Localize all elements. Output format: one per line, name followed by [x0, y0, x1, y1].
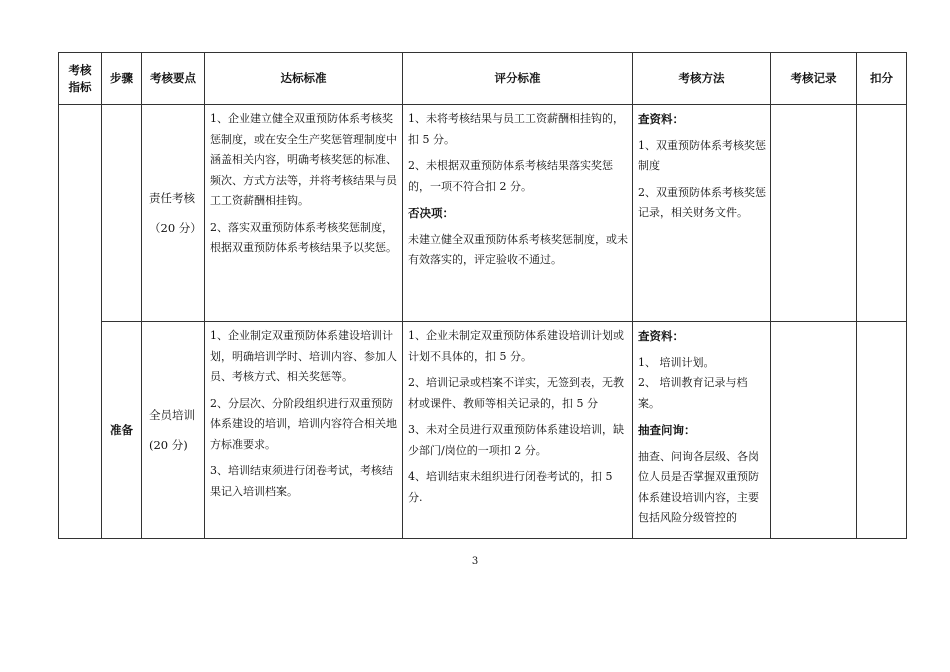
table-row: [59, 105, 907, 322]
assessment-table: [58, 52, 907, 539]
header-points: 考核要点: [142, 53, 205, 105]
standard-item: 3、培训结束须进行闭卷考试，考核结果记入培训档案。: [210, 464, 393, 498]
deduct-cell: [857, 322, 907, 539]
point-cell: [142, 322, 205, 539]
scoring-item: 3、未对全员进行双重预防体系建设培训，缺少部门/岗位的一项扣 2 分。: [408, 423, 624, 457]
point-score: （20 分）: [149, 221, 202, 235]
scoring-item: 2、未根据双重预防体系考核结果落实奖惩的，一项不符合扣 2 分。: [408, 159, 613, 193]
scoring-item: 4、培训结束未组织进行闭卷考试的，扣 5 分.: [408, 470, 613, 504]
point-score: (20 分): [149, 438, 188, 452]
method-item: 2、 培训教育记录与档案。: [638, 376, 748, 410]
standard-item: 1、企业制定双重预防体系建设培训计划，明确培训学时、培训内容、参加人员、考核方式、相关奖惩等。: [210, 329, 397, 383]
standard-cell: [205, 322, 403, 539]
record-cell: [771, 322, 857, 539]
scoring-item: 2、培训记录或档案不详实，无签到表，无教材或课件、教师等相关记录的，扣 5 分: [408, 376, 624, 410]
scoring-cell: [403, 105, 633, 322]
standard-cell: [205, 105, 403, 322]
indicator-cell: [59, 105, 102, 539]
header-step: 步骤: [102, 53, 142, 105]
point-cell: [142, 105, 205, 322]
method-item: 1、 培训计划。: [638, 355, 715, 369]
method-title-inspection: 抽查问询：: [638, 423, 696, 437]
header-row: [59, 53, 907, 105]
header-record: 考核记录: [771, 53, 857, 105]
header-indicator: 考核 指标: [59, 53, 102, 105]
table-row: [59, 322, 907, 539]
point-name: 全员培训: [149, 408, 195, 422]
method-title: 查资料：: [638, 329, 684, 343]
standard-item: 2、落实双重预防体系考核奖惩制度，根据双重预防体系考核结果予以奖惩。: [210, 220, 397, 254]
scoring-item: 1、未将考核结果与员工工资薪酬相挂钩的，扣 5 分。: [408, 112, 624, 146]
method-cell: [633, 105, 771, 322]
method-item: 2、双重预防体系考核奖惩记录，相关财务文件。: [638, 185, 766, 219]
method-item: 1、双重预防体系考核奖惩制度: [638, 138, 766, 172]
record-cell: [771, 105, 857, 322]
page-number: 3: [471, 556, 479, 567]
method-title: 查资料：: [638, 112, 684, 126]
scoring-item: 1、企业未制定双重预防体系建设培训计划或计划不具体的，扣 5 分。: [408, 329, 624, 363]
veto-text: 未建立健全双重预防体系考核奖惩制度，或未有效落实的，评定验收不通过。: [408, 232, 628, 266]
method-inspection-text: 抽查、问询各层级、各岗位人员是否掌握双重预防体系建设培训内容，主要包括风险分级管控的: [638, 449, 759, 524]
standard-item: 1、企业建立健全双重预防体系考核奖惩制度，或在安全生产奖惩管理制度中涵盖相关内容，明确考核奖惩的标准、频次、方式方法等，并将考核结果与员工工资薪酬相挂钩。: [210, 112, 397, 207]
step-cell: [102, 105, 142, 322]
step-cell: 准备: [102, 322, 142, 539]
header-method: 考核方法: [633, 53, 771, 105]
method-cell: [633, 322, 771, 539]
header-scoring: 评分标准: [403, 53, 633, 105]
standard-item: 2、分层次、分阶段组织进行双重预防体系建设的培训，培训内容符合相关地方标准要求。: [210, 396, 397, 451]
deduct-cell: [857, 105, 907, 322]
header-deduct: 扣分: [857, 53, 907, 105]
scoring-cell: [403, 322, 633, 539]
veto-title: 否决项：: [408, 206, 454, 220]
point-name: 责任考核: [149, 191, 195, 205]
header-standard: 达标标准: [205, 53, 403, 105]
